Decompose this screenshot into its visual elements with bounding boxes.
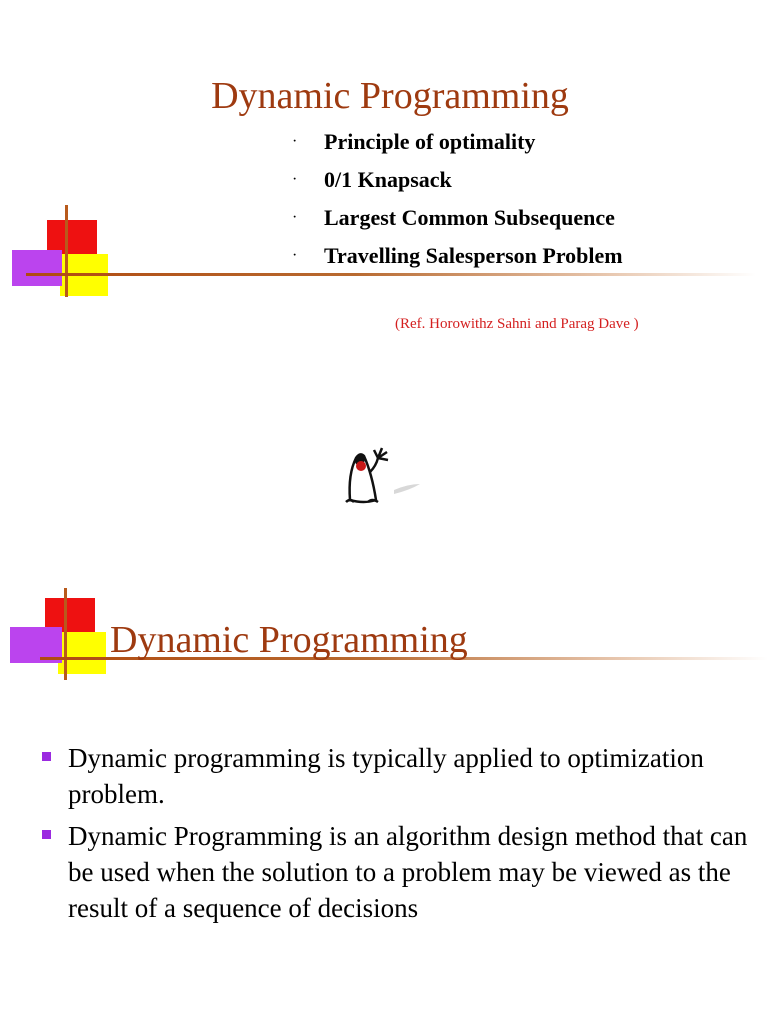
topic-list	[292, 126, 623, 278]
list-item: Dynamic programming is typically applied to optimization problem.	[40, 740, 760, 812]
list-item: · Largest Common Subsequence	[292, 205, 615, 230]
reference-note: (Ref. Horowithz Sahni and Parag Dave )	[395, 316, 639, 332]
slide-title: Dynamic Programming	[110, 619, 468, 661]
list-item: · Travelling Salesperson Problem	[292, 243, 623, 268]
list-item: · 0/1 Knapsack	[292, 167, 452, 192]
square-bullet-icon	[42, 830, 51, 839]
duke-mascot-icon	[338, 444, 428, 511]
list-item: Dynamic Programming is an algorithm design method that can be used when the solution to a problem may be viewed as the result of a sequence of decisions	[40, 818, 760, 926]
content-list	[40, 740, 760, 932]
slide-title: Dynamic Programming	[211, 75, 569, 117]
square-bullet-icon	[42, 752, 51, 761]
list-item: · Principle of optimality	[292, 129, 536, 154]
slide-2	[0, 512, 768, 1024]
